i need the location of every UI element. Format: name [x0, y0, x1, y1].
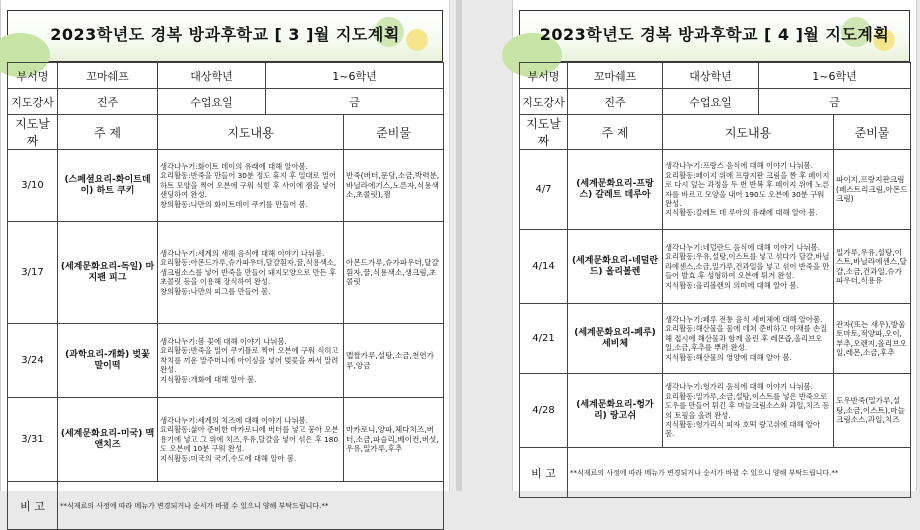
title-banner	[519, 10, 910, 62]
row-materials: 밀가루,우유,설탕,이스트,바닐라에센스,달걀,소금,건과일,슈가파우더,식용유	[834, 230, 911, 304]
table-row	[8, 222, 444, 324]
row-content: 생각나누기:프랑스 음식에 대해 이야기 나눠봄. 요리활동:페이지 위에 프랑지판 크림을 짠 후 페이지로 다시 덮는 과정을 두 번 반복 후 페이지 위에 노른자를 바르고 모양을 내어 190도 오븐에 30분 구워 완성. 지식활동:갈레트 데 루아의 유래에 대해 알아 봄.	[663, 150, 834, 230]
materials-header: 준비물	[344, 115, 444, 150]
day-value: 금	[759, 89, 911, 115]
table-row	[520, 374, 911, 448]
date-header: 지도날짜	[520, 115, 568, 150]
row-materials: 도우반죽(밀가루,설탕,소금,이스트),마늘크림소스,과일,치즈	[834, 374, 911, 448]
remark-text: **식재료의 사정에 따라 메뉴가 변경되거나 순서가 바뀔 수 있으니 양해 부탁드립니다.**	[58, 482, 444, 530]
teacher-value: 진주	[568, 89, 663, 115]
row-content: 생각나누기:봄 꽃에 대해 이야기 나눠봄. 요리활동:반죽을 밀어 쿠키틀로 찍어 오븐에 구워 식히고 착치를 끼운 말주머니에 아이싱을 넣어 벚꽃을 짜서 말려 완성. 지식활동:개화에 대해 알아 봄.	[158, 324, 344, 398]
row-topic: (세계문화요리-프랑스) 갈레트 데루아	[568, 150, 663, 230]
table-row	[520, 230, 911, 304]
date-header: 지도날짜	[8, 115, 58, 150]
row-materials: 멥쌀가루,설탕,소금,천연가루,앙금	[344, 324, 444, 398]
day-label: 수업요일	[663, 89, 759, 115]
plan-table	[7, 62, 444, 530]
row-content: 생각나누기:화이트 데이의 유래에 대해 알아봄. 요리활동:반죽을 만들어 30분 정도 휴지 후 밀대로 밀어 하트 모양을 찍어 오븐에 구워 식힌 후 사이에 잼을 넣어 샌딩하여 완성. 창의활동:나만의 화이트데이 쿠키를 만들어 봄.	[158, 150, 344, 222]
teacher-value: 진주	[58, 89, 158, 115]
content-header: 지도내용	[663, 115, 834, 150]
table-row	[8, 398, 444, 482]
row-content: 생각나누기:페루 전통 음식 세비체에 대해 알아봄. 요리활동:해산물을 물에 데쳐 준비하고 야채를 손질해 접시에 해산물과 함께 올린 후 레몬즙,올리브오일,소금,후추를 뿌려 완성. 지식활동:해산물의 영양에 대해 알아 봄.	[663, 304, 834, 374]
grade-label: 대상학년	[663, 63, 759, 89]
grade-label: 대상학년	[158, 63, 266, 89]
remark-text: **식재료의 사정에 따라 메뉴가 변경되거나 순서가 바뀔 수 있으니 양해 부탁드립니다.**	[568, 448, 911, 498]
plan-page-march	[0, 0, 450, 513]
topic-header: 주 제	[568, 115, 663, 150]
page-title: 2023학년도 경복 방과후학교 [ 4 ]월 지도계획	[539, 25, 890, 44]
row-materials: 관자(또는 새우),방울토마토,적양파,오이,부추,오렌지,올리브오일,레몬,소금,후추	[834, 304, 911, 374]
topic-header: 주 제	[58, 115, 158, 150]
row-topic: (세계문화요리-네덜란드) 올리볼렌	[568, 230, 663, 304]
page-gap	[456, 0, 462, 491]
remark-label: 비 고	[8, 482, 58, 530]
row-topic: (세계문화요리-독일) 마지팬 피그	[58, 222, 158, 324]
row-materials: 아몬드가루,슈가파우더,달걀흰자,꿀,식용색소,생크림,초콜릿	[344, 222, 444, 324]
row-date: 3/31	[8, 398, 58, 482]
row-date: 4/14	[520, 230, 568, 304]
row-content: 생각나누기:네덜란드 음식에 대해 이야기 나눠봄. 요리활동:우유,설탕,이스트를 넣고 섞다가 달걀,바닐라에센스,소금,밀가루,건과일을 넣고 섞어 반죽을 만들어 발효 후 성형하여 오븐에 튀겨 완성. 지식활동:올리볼렌의 의미에 대해 알아 봄.	[663, 230, 834, 304]
row-date: 4/7	[520, 150, 568, 230]
row-content: 생각나누기:헝가리 음식에 대해 이야기 나눠봄. 요리활동:밀가루,소금,설탕,이스트를 넣은 반죽으로 도우를 만들어 튀긴 후 마늘크림소스와 과일,치즈 등의 토핑을 올려 완성. 지식활동:헝가리식 피자 호떡 랑고쉬에 대해 알아 봄.	[663, 374, 834, 448]
row-date: 3/17	[8, 222, 58, 324]
remark-label: 비 고	[520, 448, 568, 498]
row-topic: (세계문화요리-미국) 맥앤치즈	[58, 398, 158, 482]
table-row	[520, 150, 911, 230]
title-banner	[7, 10, 443, 62]
row-materials: 마카로니,양파,체다치즈,버터,소금,파슬리,베이컨,버섯,우유,밀가루,후추	[344, 398, 444, 482]
row-date: 3/10	[8, 150, 58, 222]
materials-header: 준비물	[834, 115, 911, 150]
day-label: 수업요일	[158, 89, 266, 115]
row-topic: (과학요리-개화) 벚꽃 말이떡	[58, 324, 158, 398]
row-materials: 반죽(버터,문당,소금,박력분,바닐라에기스,노른자,식용색소,초콜릿),잼	[344, 150, 444, 222]
grade-value: 1~6학년	[266, 63, 444, 89]
plan-table	[519, 62, 911, 498]
plan-page-april	[512, 0, 917, 491]
day-value: 금	[266, 89, 444, 115]
dept-value: 꼬마쉐프	[568, 63, 663, 89]
row-date: 3/24	[8, 324, 58, 398]
row-content: 생각나누기:세계의 새해 음식에 대해 이야기 나눠봄. 요리활동:아몬드가루,슈가파우더,달걀흰자,꿀,식용색소,생크림소스를 넣어 반죽을 만들어 돼지모양으로 만든 후 초콜릿 등을 이용해 장식하여 완성. 창의활동:나만의 피그를 만들어 봄.	[158, 222, 344, 324]
teacher-label: 지도강사	[8, 89, 58, 115]
row-topic: (스페셜요리-화이트데이) 하트 쿠키	[58, 150, 158, 222]
remark-row	[520, 448, 911, 498]
dept-label: 부서명	[520, 63, 568, 89]
row-topic: (세계문화요리-페루) 세비체	[568, 304, 663, 374]
content-header: 지도내용	[158, 115, 344, 150]
table-row	[8, 150, 444, 222]
dept-value: 꼬마쉐프	[58, 63, 158, 89]
page-title: 2023학년도 경복 방과후학교 [ 3 ]월 지도계획	[50, 25, 400, 44]
row-topic: (세계문화요리-헝가리) 랑고쉬	[568, 374, 663, 448]
row-materials: 파이지,프랑지판크림(페스트리크림,아몬드크림)	[834, 150, 911, 230]
table-row	[8, 324, 444, 398]
table-row	[520, 304, 911, 374]
dept-label: 부서명	[8, 63, 58, 89]
row-date: 4/21	[520, 304, 568, 374]
teacher-label: 지도강사	[520, 89, 568, 115]
remark-row	[8, 482, 444, 530]
row-content: 생각나누기:세계의 치즈에 대해 이야기 나눠봄. 요리활동:삶아 준비한 마카로니에 버터를 넣고 뭉아 오븐 용기에 넣고 그 위에 치즈,우유,달걀을 넣어 섞은 후 180도 오븐에 10분 구워 완성. 지식활동:미국의 국기,수도에 대해 알아 봄.	[158, 398, 344, 482]
row-date: 4/28	[520, 374, 568, 448]
grade-value: 1~6학년	[759, 63, 911, 89]
